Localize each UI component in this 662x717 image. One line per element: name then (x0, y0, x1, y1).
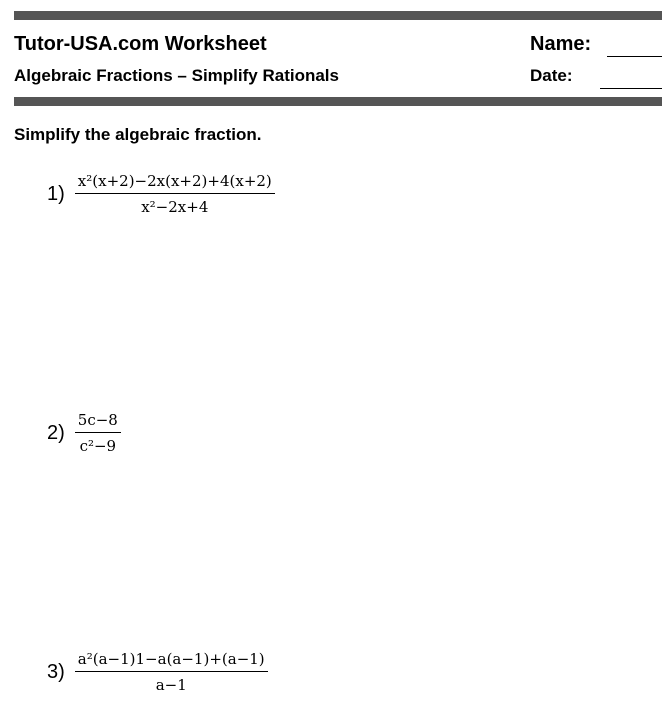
problem-2 (47, 411, 121, 455)
name-blank-line (607, 56, 662, 57)
instructions: Simplify the algebraic fraction. (14, 125, 262, 144)
fraction-numerator: x²(x+2)−2x(x+2)+4(x+2) (77, 172, 272, 190)
problem-1 (47, 172, 275, 216)
date-label: Date: (530, 66, 573, 85)
date-blank-line (600, 88, 662, 89)
fraction-numerator: a²(a−1)1−a(a−1)+(a−1) (77, 650, 265, 668)
fraction-denominator: x²−2x+4 (141, 198, 209, 216)
worksheet-title: Tutor-USA.com Worksheet (14, 33, 267, 55)
fraction (75, 172, 275, 216)
header-top-rule (14, 11, 662, 20)
fraction-numerator: 5c−8 (77, 411, 118, 429)
fraction-denominator: a−1 (155, 676, 187, 694)
worksheet-subtitle: Algebraic Fractions – Simplify Rationals (14, 66, 339, 85)
fraction (75, 411, 121, 455)
fraction-denominator: c²−9 (79, 437, 117, 455)
problem-number: 2) (47, 421, 65, 444)
fraction (75, 650, 268, 694)
problem-number: 3) (47, 660, 65, 683)
problem-3 (47, 650, 268, 694)
name-label: Name: (530, 33, 592, 55)
header-bottom-rule (14, 97, 662, 106)
problem-number: 1) (47, 182, 65, 205)
